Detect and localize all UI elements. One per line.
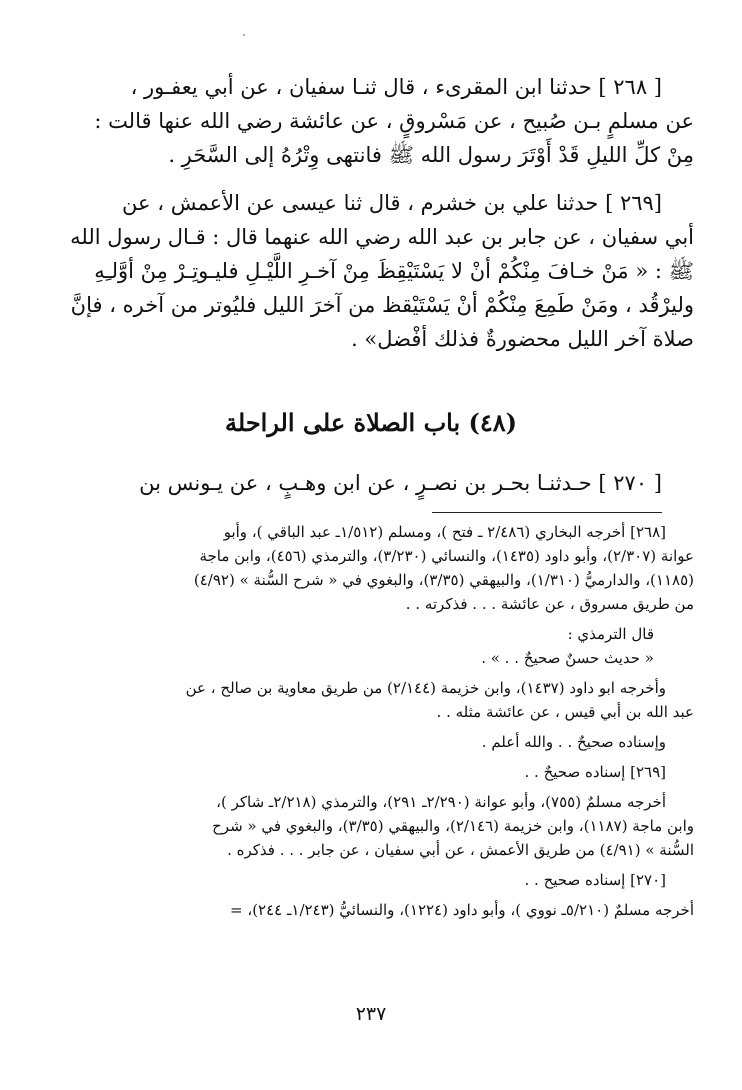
fn-269-line-2: وابن ماجة (١١٨٧)، وابن خزيمة (٢/١٤٦)، والبيهقي (٣/٣٥)، والبغوي في « شرح xyxy=(212,817,694,835)
fn-268-more-line-2: عبد الله بن أبي قيس ، عن عائشة مثله . . xyxy=(436,703,694,721)
footnotes xyxy=(48,520,694,922)
footnote-divider xyxy=(432,512,662,513)
fn-269-line-1: أخرجه مسلمٌ (٧٥٥)، وأبو عوانة (٢/٢٩٠ـ ٢٩١)، والترمذي (٢/٢١٨ـ شاكر )، xyxy=(216,793,666,811)
hadith-269-line-2: أبي سفيان ، عن جابر بن عبد الله رضي الله عنهما قال : قـال رسول الله xyxy=(70,225,694,249)
fn-268-line-3: (١١٨٥)، والدارميُّ (١/٣١٠)، والبيهقي (٣/٣٥)، والبغوي في « شرح السُّنة » (٤/٩٢) xyxy=(193,571,694,589)
hadith-269-line-1: [٢٦٩ ] حدثنا علي بن خشرم ، قال ثنا عيسى عن الأعمش ، عن xyxy=(122,191,662,215)
page-number: ٢٣٧ xyxy=(355,1003,387,1025)
fn-268-tirmidhi-quote: « حديث حسنٌ صحيحٌ . . » . xyxy=(481,649,654,667)
fn-269-head: [٢٦٩] إسناده صحيحٌ . . xyxy=(524,763,666,781)
hadith-269-line-4: وليرْقُد ، ومَنْ طَمِعَ مِنْكُمْ أنْ يَسْتَيْقظ من آخرَ الليل فليُوتر من آخره ، فإنَّ xyxy=(70,293,694,317)
fn-270-line-1: أخرجه مسلمٌ (٥/٢١٠ـ نووي )، وأبو داود (١٢٢٤)، والنسائيُّ (١/٢٤٣ـ ٢٤٤)، = xyxy=(230,901,694,919)
fn-268-line-1: [٢٦٨] أخرجه البخاري (٢/٤٨٦ ـ فتح )، ومسلم (١/٥١٢ـ عبد الباقي )، وأبو xyxy=(223,523,666,541)
hadith-268-line-2: عن مسلمٍ بـن صُبيح ، عن مَسْروقٍ ، عن عائشة رضي الله عنها قالت : xyxy=(94,109,694,133)
fn-270-head: [٢٧٠] إسناده صحيح . . xyxy=(524,871,666,889)
print-dot xyxy=(243,34,245,36)
fn-268-line-4: من طريق مسروق ، عن عائشة . . . فذكرته . . xyxy=(405,595,694,613)
main-text xyxy=(48,70,694,356)
hadith-268-line-1: [ ٢٦٨ ] حدثنا ابن المقرىء ، قال ثنـا سفيان ، عن أبي يعفـور ، xyxy=(130,75,662,99)
hadith-269-line-5: صلاة آخر الليل محضورةٌ فذلك أفْضل» . xyxy=(351,327,694,351)
hadith-269-line-3: ﷺ : « مَنْ خـافَ مِنْكُمْ أنْ لا يَسْتَيْقِظَ مِنْ آخـرِ اللَّيْـلِ فليـوتِـرْ مِنْ أوَّلـِهِ xyxy=(94,259,694,283)
hadith-268-line-3: مِنْ كلِّ الليلِ قَدْ أَوْتَرَ رسول الله ﷺ فانتهى وِتْرُهُ إلى السَّحَرِ . xyxy=(168,143,694,167)
fn-268-isnad: وإسناده صحيحٌ . . والله أعلم . xyxy=(481,733,666,751)
fn-269-line-3: السُّنة » (٤/٩١) من طريق الأعمش ، عن أبي سفيان ، عن جابر . . . فذكره . xyxy=(227,841,694,859)
fn-268-tirmidhi-label: قال الترمذي : xyxy=(567,625,654,643)
chapter-title: (٤٨) باب الصلاة على الراحلة xyxy=(225,408,517,437)
fn-268-line-2: عوانة (٢/٣٠٧)، وأبو داود (١٤٣٥)، والنسائي (٣/٢٣٠)، والترمذي (٤٥٦)، وابن ماجة xyxy=(199,547,694,565)
fn-268-more-line-1: وأخرجه ابو داود (١٤٣٧)، وابن خزيمة (٢/١٤٤) من طريق معاوية بن صالح ، عن xyxy=(185,679,666,697)
hadith-270-line-1: [ ٢٧٠ ] حـدثنـا بحـر بن نصـرٍ ، عن ابن وهـبٍ ، عن يـونس بن xyxy=(139,471,662,495)
